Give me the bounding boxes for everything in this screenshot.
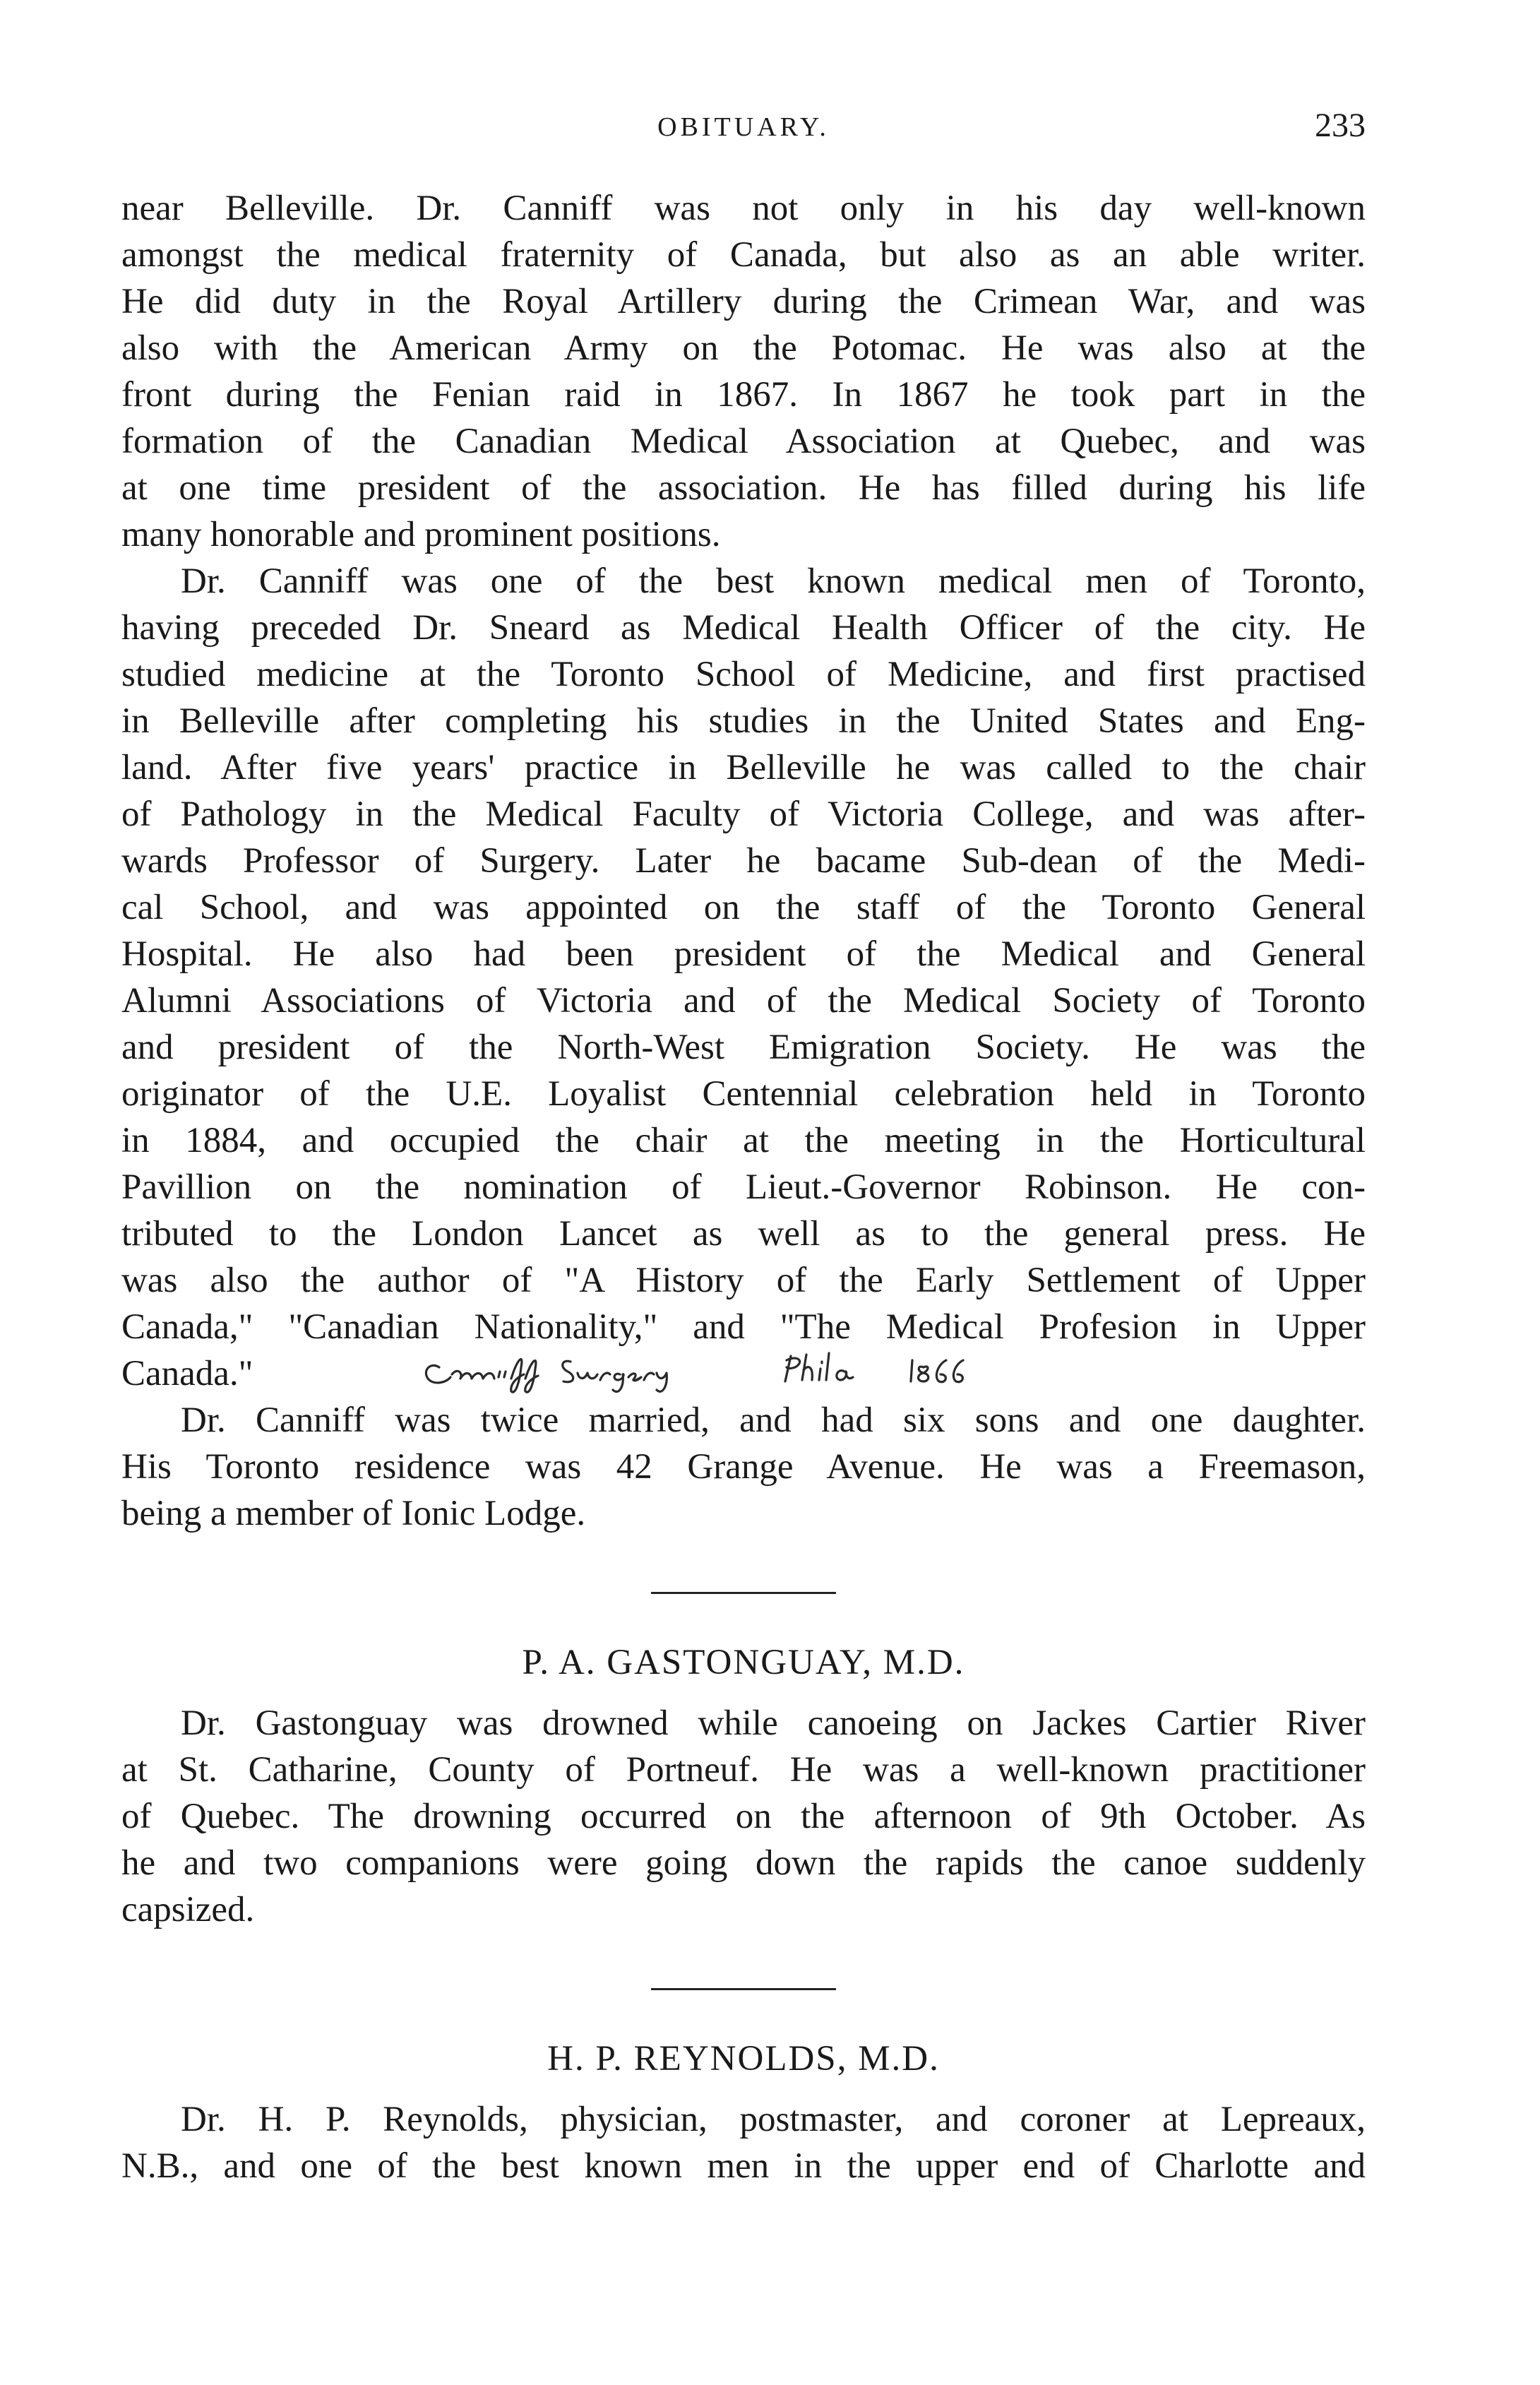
- obituary-heading: H. P. REYNOLDS, M.D.: [547, 2039, 940, 2078]
- text-line: land. After five years' practice in Belleville he was called to the chair: [121, 748, 1366, 787]
- text-line: front during the Fenian raid in 1867. In 1867 he took part in the: [121, 375, 1366, 415]
- text-line: wards Professor of Surgery. Later he bacame Sub-dean of the Medi-: [121, 841, 1366, 881]
- text-line: having preceded Dr. Sneard as Medical Health Officer of the city. He: [121, 608, 1366, 648]
- text-line: capsized.: [121, 1890, 255, 1929]
- body-text: [121, 185, 1366, 2189]
- obituary-heading: P. A. GASTONGUAY, M.D.: [522, 1643, 965, 1682]
- page-header: [121, 106, 1366, 148]
- text-line: Dr. H. P. Reynolds, physician, postmaster, and coroner at Lepreaux,: [181, 2100, 1366, 2139]
- text-line: Canada," "Canadian Nationality," and "The Medical Profesion in Upper: [121, 1307, 1366, 1347]
- text-line: of Quebec. The drowning occurred on the afternoon of 9th October. As: [121, 1797, 1366, 1836]
- section-divider: [651, 1592, 836, 1594]
- text-line: studied medicine at the Toronto School of Medicine, and first practised: [121, 655, 1366, 694]
- text-line: tributed to the London Lancet as well as to the general press. He: [121, 1214, 1366, 1254]
- text-line: many honorable and prominent positions.: [121, 515, 721, 554]
- text-line: Hospital. He also had been president of the Medical and General: [121, 934, 1366, 974]
- text-line: Canada.": [121, 1354, 253, 1393]
- text-line: at one time president of the association. He has filled during his life: [121, 468, 1366, 508]
- section-divider: [651, 1988, 836, 1990]
- text-line: cal School, and was appointed on the staff of the Toronto General: [121, 888, 1366, 927]
- text-line-with-annotation: [121, 1350, 1366, 1397]
- text-line: Dr. Gastonguay was drowned while canoeing on Jackes Cartier River: [181, 1703, 1366, 1743]
- text-line: also with the American Army on the Potomac. He was also at the: [121, 328, 1366, 368]
- text-line: He did duty in the Royal Artillery during the Crimean War, and was: [121, 282, 1366, 321]
- text-line: at St. Catharine, County of Portneuf. He was a well-known practitioner: [121, 1750, 1366, 1790]
- canniff-paragraph-3: [121, 1397, 1366, 1537]
- text-line: and president of the North-West Emigration Society. He was the: [121, 1028, 1366, 1067]
- text-line: N.B., and one of the best known men in the upper end of Charlotte and: [121, 2146, 1366, 2186]
- page-number: 233: [1315, 107, 1366, 144]
- text-line: originator of the U.E. Loyalist Centennial celebration held in Toronto: [121, 1074, 1366, 1114]
- text-line: Pavillion on the nomination of Lieut.-Governor Robinson. He con-: [121, 1167, 1366, 1207]
- text-line: was also the author of "A History of the Early Settlement of Upper: [121, 1261, 1366, 1300]
- reynolds-paragraph: [121, 2096, 1366, 2189]
- text-line: near Belleville. Dr. Canniff was not only in his day well-known: [121, 189, 1366, 228]
- text-line: Alumni Associations of Victoria and of the Medical Society of Toronto: [121, 981, 1366, 1021]
- canniff-paragraph-1: [121, 185, 1366, 558]
- text-line: Dr. Canniff was twice married, and had six sons and one daughter.: [181, 1400, 1366, 1440]
- text-line: being a member of Ionic Lodge.: [121, 1494, 586, 1533]
- canniff-paragraph-2: [121, 558, 1366, 1397]
- text-line: he and two companions were going down the rapids the canoe suddenly: [121, 1843, 1366, 1883]
- text-line: formation of the Canadian Medical Association at Quebec, and was: [121, 422, 1366, 461]
- text-line: amongst the medical fraternity of Canada, but also as an able writer.: [121, 235, 1366, 275]
- text-line: in 1884, and occupied the chair at the meeting in the Horticultural: [121, 1121, 1366, 1160]
- text-line: of Pathology in the Medical Faculty of Victoria College, and was after-: [121, 795, 1366, 834]
- handwritten-annotation: [418, 1350, 1124, 1396]
- gastonguay-paragraph: [121, 1700, 1366, 1933]
- running-head: OBITUARY.: [657, 112, 830, 142]
- text-line: in Belleville after completing his studies in the United States and Eng-: [121, 701, 1366, 741]
- text-line: Dr. Canniff was one of the best known medical men of Toronto,: [181, 561, 1366, 601]
- text-line: His Toronto residence was 42 Grange Avenue. He was a Freemason,: [121, 1447, 1366, 1487]
